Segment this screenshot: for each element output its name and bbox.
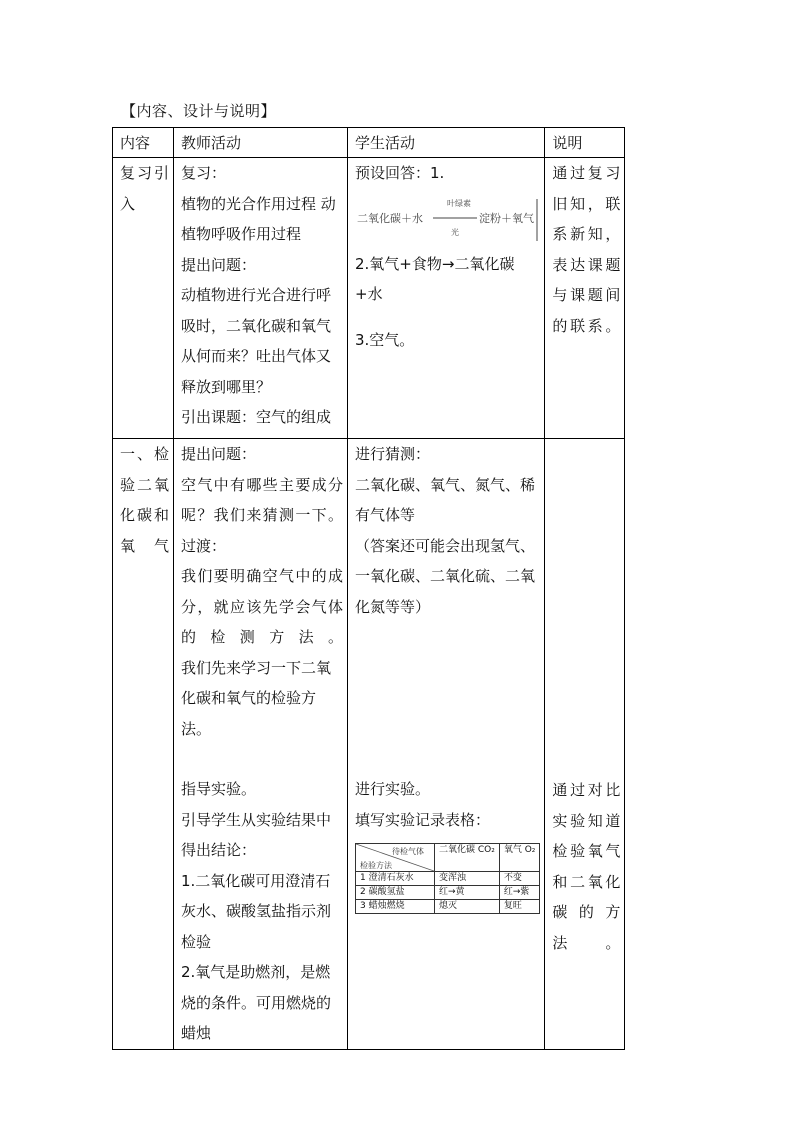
record-diagonal-header <box>356 844 435 872</box>
teacher-text: 过渡： <box>181 536 227 555</box>
experiment-record-table <box>355 843 540 914</box>
teacher-text: 我们要明确空气中的成分，就应该先学会气体的检测方法。 <box>181 567 343 646</box>
section-title: 【内容、设计与说明】 <box>121 102 277 120</box>
table-row: 2 碳酸氢盐 红→黄 红→紫 <box>356 886 540 900</box>
teacher-text: 动植物进行光合进行呼吸时，二氧化碳和氧气从何而来？吐出气体又释放到哪里？ <box>181 286 332 396</box>
row1-student <box>348 158 545 439</box>
header-student: 学生活动 <box>348 128 545 158</box>
teacher-text: 引出课题：空气的组成 <box>181 408 332 426</box>
teacher-text: 引导学生从实验结果中得出结论： <box>181 810 332 859</box>
student-text: 3.空气。 <box>355 330 415 349</box>
student-text: 进行实验。 <box>355 780 431 798</box>
student-text: （答案还可能会出现氢气、一氧化碳、二氧化硫、二氧化氮等等） <box>355 536 536 616</box>
teacher-text: 提出问题： <box>181 445 257 463</box>
header-note: 说明 <box>545 128 625 158</box>
teacher-text: 空气中有哪些主要成分呢？我们来猜测一下。 <box>181 475 343 524</box>
row2-student <box>348 439 545 1050</box>
teacher-text: 植物的光合作用过程 动植物呼吸作用过程 <box>181 194 336 243</box>
teacher-text: 1.二氧化碳可用澄清石灰水、碳酸氢盐指示剂检验 <box>181 871 332 951</box>
student-text: 预设回答：1. <box>355 164 445 182</box>
teacher-text: 提出问题： <box>181 255 257 274</box>
teacher-text: 指导实验。 <box>181 780 257 798</box>
teacher-text: 复习： <box>181 164 227 182</box>
row2-note <box>545 439 625 1050</box>
record-col-co2: 二氧化碳 CO₂ <box>435 844 500 872</box>
row1-teacher <box>174 158 348 439</box>
teacher-text: 我们先来学习一下二氧化碳和氧气的检验方法。 <box>181 658 332 738</box>
row2-content: 一、检验二氧化碳和氧气 <box>113 439 174 1050</box>
table-header-row <box>113 128 625 158</box>
row2-teacher <box>174 439 348 1050</box>
table-row: 1 澄清石灰水 变浑浊 不变 <box>356 872 540 886</box>
note-text: 通过对比实验知道检验氧气和二氧化碳的方法。 <box>552 781 621 952</box>
table-row <box>113 439 625 1050</box>
header-teacher: 教师活动 <box>174 128 348 158</box>
equation-below-arrow: 光 <box>451 227 459 237</box>
student-text: 二氧化碳、氧气、氮气、稀有气体等 <box>355 475 536 524</box>
equation-right: 淀粉＋氧气 <box>479 211 534 225</box>
student-text: 填写实验记录表格： <box>355 810 491 829</box>
equation-above-arrow: 叶绿素 <box>447 198 471 208</box>
svg-text:待检气体: 待检气体 <box>392 847 424 856</box>
table-row: 3 蜡烛燃烧 熄灭 复旺 <box>356 900 540 914</box>
record-col-o2: 氧气 O₂ <box>499 844 540 872</box>
row1-content: 复习引入 <box>113 158 174 439</box>
student-text: 2.氧气+食物→二氧化碳+水 <box>355 254 515 303</box>
student-text: 进行猜测： <box>355 445 431 463</box>
svg-text:检验方法: 检验方法 <box>360 861 392 870</box>
equation-left: 二氧化碳＋水 <box>357 211 423 225</box>
teacher-text: 2.氧气是助燃剂，是燃烧的条件。可用燃烧的蜡烛 <box>181 963 332 1042</box>
header-content: 内容 <box>113 128 174 158</box>
photosynthesis-equation <box>353 191 539 245</box>
row1-note: 通过复习旧知，联系新知，表达课题与课题间的联系。 <box>545 158 625 439</box>
lesson-plan-table <box>112 127 625 1050</box>
table-row <box>113 158 625 439</box>
